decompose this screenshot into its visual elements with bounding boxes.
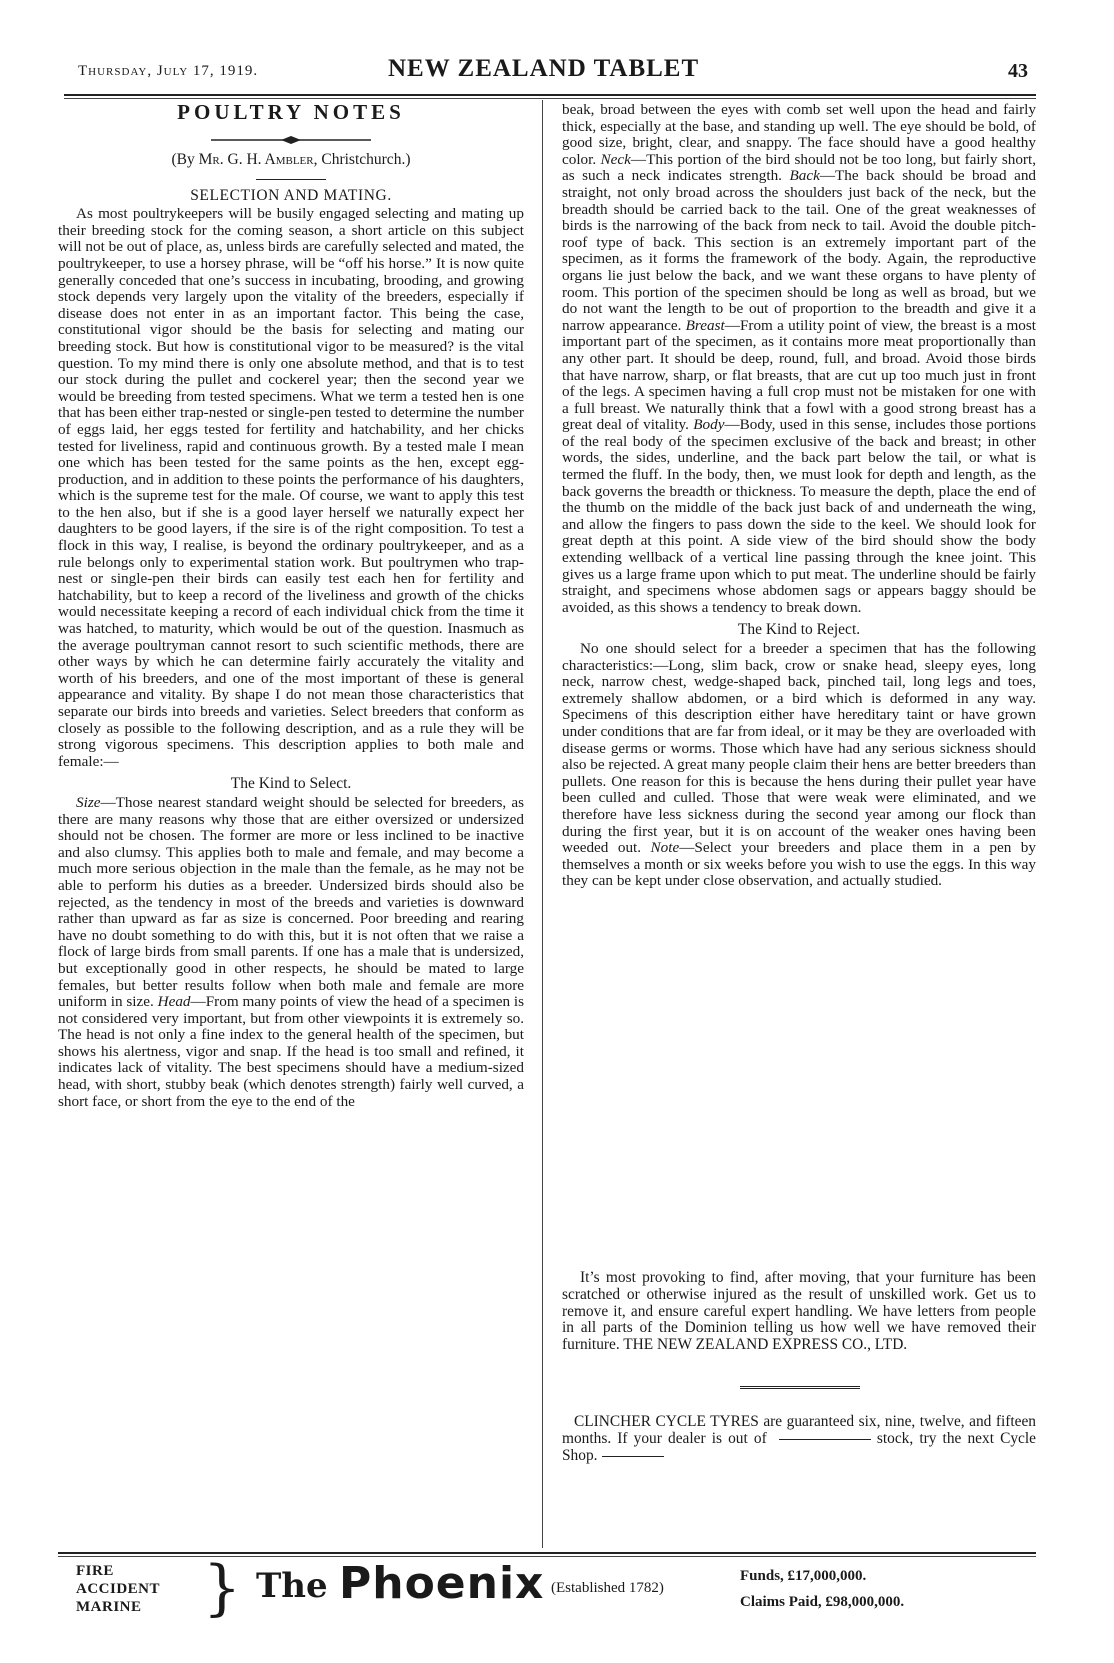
breast-label: Breast — [685, 316, 725, 334]
brand-name: Phoenix — [339, 1558, 545, 1609]
funds-amount: Funds, £17,000,000. — [740, 1568, 867, 1584]
masthead — [78, 52, 1028, 88]
tyres-advertisement — [562, 1414, 1036, 1464]
page-number: 43 — [1008, 60, 1028, 82]
brace-glyph: } — [203, 1553, 242, 1623]
title-ornament — [211, 136, 371, 144]
left-column — [58, 102, 524, 1110]
funds-block — [740, 1563, 904, 1615]
article-title: POULTRY NOTES — [177, 100, 405, 124]
head-text: —From many points of view the head of a specimen is not considered very important, but from other viewpoints it is extremely so. The head is not only a fine index to the general health of the specimen, but shows his alertness, vigor and snap. If the head is too small and refined, it indicates lack of vitality. The best specimens should have a medium-sized head, with short, stubby beak (which denotes strength) fairly well curved, a short face, or short from the eye to the end of the — [58, 993, 524, 1110]
body-label: Body — [693, 416, 725, 434]
reject-paragraph — [562, 641, 1036, 890]
size-text: —Those nearest standard weight should be selected for breeders, as there are many reasons why those that are either oversized or undersized should not be chosen. The former are more or less inclined to be inactive and also clumsy. This applies both to male and female, and may become a much more serious objection in the male than the female, as he may not be able to perform his duties as a breeder. Undersized birds should also be rejected, as the tendency in most of the breeds and varieties is downward rather than upward as far as size is concerned. Poor breeding and rearing have no doubt something to do with this, but it is not often that we raise a flock of large birds from small parents. If one has a male that is undersized, but exceptionally good in other respects, he should be mated to large females, but better results follow when both male and female are more uniform in size. — [58, 793, 524, 1011]
brand-article: The — [256, 1566, 328, 1606]
advertisement-divider — [740, 1386, 860, 1389]
column-divider — [542, 100, 543, 1548]
back-text: —The back should be broad and straight, not only broad across the shoulders just back of the neck, but the breadth should be carried back to the tail. One of the great weaknesses of birds is the narrowing of the back from neck to tail. Avoid the double pitch-roof type of back. This section is an extremely important part of the specimen, as it forms the framework of the body. Again, the reproductive organs lie just below the back, and we want these organs to have plenty of room. This portion of the specimen should be long as well as broad, but we do not want the length to be out of proportion to the breadth and give it a narrow appearance. — [562, 167, 1037, 334]
byline-rule — [256, 179, 326, 180]
masthead-rule-thin — [64, 98, 1036, 99]
byline-place: Christchurch.) — [321, 151, 411, 168]
moving-ad-company: THE NEW ZEALAND EXPRESS CO., LTD. — [623, 1336, 908, 1354]
leader-rule-right — [602, 1456, 664, 1457]
size-label: Size — [76, 793, 101, 811]
claims-paid: Claims Paid, £98,000,000. — [740, 1594, 905, 1610]
back-label: Back — [789, 167, 820, 185]
insurance-types — [76, 1562, 160, 1616]
continued-paragraph — [562, 102, 1036, 616]
note-label: Note — [650, 839, 680, 857]
phoenix-advertisement — [58, 1553, 1036, 1640]
head-text-continued: beak, broad between the eyes with comb set well upon the head and fairly thick, especially at the base, and standing up well. The eye should be bold, of good size, bright, clear, and snappy. The face should have a good healthy color. — [562, 101, 1036, 168]
body-text: —Body, used in this sense, includes those portions of the real body of the specimen exclusive of the back and breast; in other words, the sides, underline, and the back part below the tail, or what is termed the fluff. In the body, then, we must look for depth and length, as the back governs the breadth or thickness. To measure the depth, place the end of the thumb on the middle of the back just back of and underneath the wing, and allow the fingers to pass down the side to the keel. We should look for great depth at this point. A side view of the bird should show the body extending wellback of a vertical line passing through the knee joint. This gives us a large frame upon which to put meat. The underline should be fairly straight, and specimens whose abdomen sags or appears baggy should be avoided, as this shows a tendency to break down. — [562, 416, 1037, 616]
select-heading: The Kind to Select. — [230, 775, 352, 793]
right-column — [562, 102, 1036, 890]
section-heading: SELECTION AND MATING. — [190, 186, 392, 204]
established-year: (Established 1782) — [551, 1580, 664, 1596]
intro-paragraph: As most poultrykeepers will be busily engaged selecting and mating up their breeding stock for the coming season, a short article on this subject will not be out of place, as, unless birds are carefully selected and mated, the poultrykeeper, to use a horsey phrase, will be “off his horse.” It is now quite generally conceded that one’s success in incubating, brooding, and growing stock depends very largely upon the vitality of the breeders, especially if disease does not enter in as an important factor. This being the case, constitutional vigor should be the basis for selecting and mating our breeding stock. But how is constitutional vigor to be measured? is the vital question. To my mind there is only one absolute method, and that is to test our stock during the pullet and cockerel year; then the second year we would be breeding from tested specimens. What we term a tested hen is one that has been either trap-nested or single-pen tested to determine the number of eggs laid, her eggs tested for fertility and hatchability, and her chicks tested for liveliness, rapid and continuous growth. By a tested male I mean one which has been tested for the same points as the hen, except egg-production, and in addition to these points the performance of his daughters, which is the supreme test for the male. Of course, we want to apply this test to the hen also, but if she is a good layer herself we naturally expect her daughters to be good layers, if the sire is of the right composition. To test a flock in this way, I realise, is beyond the ordinary poultrykeeper, and as a rule belongs only to experimental station work. But poultrymen who trap-nest or single-pen their birds can easily test each hen for fertility and hatchability, but to keep a record of the liveliness and growth of the chicks would necessitate keeping a record of each individual chick from the time it was hatched, to maturity, which would be out of the question. Inasmuch as the average poultryman cannot resort to such scientific methods, there are other ways by which he can determine fairly accurately the vitality and worth of his breeders, and one of the most important of these is general appearance and vitality. By shape I do not mean those characteristics that separate our birds into breeds and varieties. Select breeders that conform as closely as possible to the following description, and as a rule they will be strong vigorous specimens. This description applies to both male and female:— — [58, 205, 525, 770]
insurance-marine: MARINE — [76, 1599, 142, 1615]
moving-advertisement — [562, 1270, 1036, 1354]
publication-title: NEW ZEALAND TABLET — [388, 55, 700, 82]
issue-date: Thursday, July 17, 1919. — [78, 63, 259, 79]
insurance-fire: FIRE — [76, 1563, 114, 1579]
tyres-ad-text-end: stock, try the next Cycle Shop. — [562, 1429, 1036, 1464]
neck-text: —This portion of the bird should not be too long, but fairly short, as such a neck indicates strength. — [562, 150, 1036, 185]
reject-heading: The Kind to Reject. — [737, 621, 861, 639]
note-text: —Select your breeders and place them in a pen by themselves a month or six weeks before you wish to use the eggs. In this way they can be kept under close observation, and actually studied. — [562, 839, 1036, 890]
moving-ad-text: It’s most provoking to find, after moving, that your furniture has been scratched or otherwise injured as the result of unskilled work. Get us to remove it, and ensure careful expert handling. We have letters from people in all parts of the Dominion telling us how well we have removed their furniture. — [562, 1269, 1036, 1354]
byline — [58, 152, 524, 169]
size-paragraph — [58, 795, 524, 1110]
insurance-accident: ACCIDENT — [76, 1581, 161, 1597]
masthead-rule — [64, 94, 1036, 96]
byline-author: Mr. G. H. Ambler, — [198, 151, 318, 168]
reject-text: No one should select for a breeder a specimen that has the following characteristics:—Long, slim back, crow or snake head, sleepy eyes, long neck, narrow chest, wedge-shaped back, pinched tail, long legs and toes, extremely shallow abdomen, or a bird which is deformed in any way. Specimens of this description either have hereditary taint or have grown under conditions that are far from ideal, or it may be they are overloaded with disease germs or worms. Those which have had any serious sickness should also be rejected. A great many people claim their hens are better breeders than pullets. One reason for this is because the hens during their pullet year have been culled and culled. Those that were weak were eliminated, and we therefore have less sickness during the second year among our flock than during the first year, but it is on account of the weaker ones having been weeded out. — [562, 640, 1036, 857]
moving-ad-paragraph — [562, 1270, 1036, 1354]
byline-prefix: (By — [171, 151, 195, 168]
tyres-ad-paragraph — [562, 1414, 1036, 1464]
breast-text: —From a utility point of view, the breast is a most important part of the specimen, as it contains more meat proportionally than any other part. It should be deep, round, full, and broad. Avoid those birds that have narrow, sharp, or flat breasts, that are cut up too much just in front of the legs. A specimen having a full crop must not be mistaken for one with a full breast. We naturally think that a fowl with a good strong breast has a great deal of vitality. — [562, 316, 1037, 434]
tyres-ad-text: CLINCHER CYCLE TYRES are guaranteed six, nine, twelve, and fifteen months. If your dealer is out of — [562, 1413, 1036, 1447]
neck-label: Neck — [600, 150, 631, 168]
leader-rule-left — [779, 1439, 871, 1440]
head-label: Head — [157, 993, 191, 1011]
